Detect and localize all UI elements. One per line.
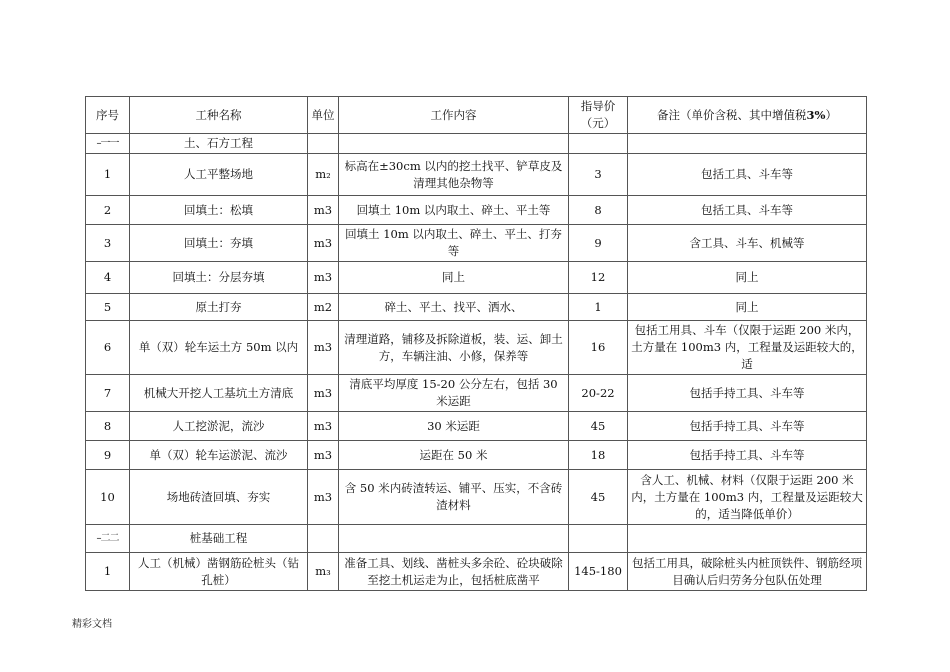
footer-watermark: 精彩文档 [72, 619, 112, 630]
header-price: 指导价（元） [569, 97, 628, 134]
row-remark: 包括手持工具、斗车等 [628, 441, 867, 470]
row-unit: m2 [308, 294, 339, 321]
row-index: 4 [86, 262, 130, 294]
row-content: 回填土 10m 以内取土、碎土、平土等 [339, 196, 569, 225]
table-row [86, 262, 867, 294]
row-unit: m₃ [308, 553, 339, 591]
row-content: 同上 [339, 262, 569, 294]
row-price: 45 [569, 412, 628, 441]
row-price: 12 [569, 262, 628, 294]
row-unit: m3 [308, 196, 339, 225]
row-content: 运距在 50 米 [339, 441, 569, 470]
row-index: 1 [86, 553, 130, 591]
row-name: 人工（机械）凿钢筋砼桩头（钻孔桩） [130, 553, 308, 591]
table-row [86, 441, 867, 470]
row-index: 2 [86, 196, 130, 225]
row-price: 18 [569, 441, 628, 470]
section-index: –一一 [86, 134, 130, 154]
row-price: 145-180 [569, 553, 628, 591]
row-remark: 同上 [628, 262, 867, 294]
table-row [86, 154, 867, 196]
table-row [86, 470, 867, 525]
table-row [86, 225, 867, 262]
row-name: 场地砖渣回填、夯实 [130, 470, 308, 525]
row-remark: 包括工具、斗车等 [628, 196, 867, 225]
price-table [85, 96, 867, 591]
row-index: 7 [86, 375, 130, 412]
row-remark: 含人工、机械、材料（仅限于运距 200 米内，土方量在 100m3 内，工程量及运距较大的，适当降低单价） [628, 470, 867, 525]
row-name: 人工挖淤泥，流沙 [130, 412, 308, 441]
row-index: 10 [86, 470, 130, 525]
table-row [86, 321, 867, 375]
row-remark: 包括手持工具、斗车等 [628, 375, 867, 412]
header-remark [628, 97, 867, 134]
row-name: 人工平整场地 [130, 154, 308, 196]
table-row [86, 196, 867, 225]
row-content: 清理道路，铺移及拆除道板，装、运、卸土方，车辆注油、小修，保养等 [339, 321, 569, 375]
row-price: 8 [569, 196, 628, 225]
row-content: 含 50 米内砖渣转运、铺平、压实，不含砖渣材料 [339, 470, 569, 525]
row-index: 1 [86, 154, 130, 196]
row-unit: m3 [308, 262, 339, 294]
row-name: 单（双）轮车运淤泥、流沙 [130, 441, 308, 470]
table-row [86, 294, 867, 321]
section-title: 土、石方工程 [130, 134, 308, 154]
row-unit: m3 [308, 412, 339, 441]
row-name: 单（双）轮车运土方 50m 以内 [130, 321, 308, 375]
table-row [86, 412, 867, 441]
row-content: 30 米运距 [339, 412, 569, 441]
row-content: 准备工具、划线、凿桩头多余砼、砼块破除至挖土机运走为止，包括桩底凿平 [339, 553, 569, 591]
row-name: 机械大开挖人工基坑土方清底 [130, 375, 308, 412]
header-remark-prefix: 备注（单价含税、其中增值税 [657, 107, 807, 122]
row-remark: 包括工用具、斗车（仅限于运距 200 米内，土方量在 100m3 内，工程量及运距较大的，适 [628, 321, 867, 375]
row-unit: m3 [308, 441, 339, 470]
row-name: 回填土：松填 [130, 196, 308, 225]
header-row [86, 97, 867, 134]
row-remark: 包括工具、斗车等 [628, 154, 867, 196]
row-name: 原土打夯 [130, 294, 308, 321]
row-price: 3 [569, 154, 628, 196]
row-price: 16 [569, 321, 628, 375]
table-row [86, 375, 867, 412]
header-remark-tax: 3% [806, 107, 826, 122]
row-price: 1 [569, 294, 628, 321]
row-index: 9 [86, 441, 130, 470]
row-unit: m3 [308, 321, 339, 375]
header-name: 工种名称 [130, 97, 308, 134]
section-row [86, 134, 867, 154]
header-content: 工作内容 [339, 97, 569, 134]
row-remark: 含工具、斗车、机械等 [628, 225, 867, 262]
row-remark: 同上 [628, 294, 867, 321]
row-index: 5 [86, 294, 130, 321]
section-title: 桩基础工程 [130, 525, 308, 553]
table-row [86, 553, 867, 591]
row-price: 20-22 [569, 375, 628, 412]
row-content: 标高在±30cm 以内的挖土找平、铲草皮及清理其他杂物等 [339, 154, 569, 196]
row-price: 45 [569, 470, 628, 525]
row-unit: m₂ [308, 154, 339, 196]
row-unit: m3 [308, 375, 339, 412]
row-unit: m3 [308, 225, 339, 262]
row-content: 碎土、平土、找平、洒水、 [339, 294, 569, 321]
row-name: 回填土：分层夯填 [130, 262, 308, 294]
section-index: –二二 [86, 525, 130, 553]
row-content: 回填土 10m 以内取土、碎土、平土、打夯等 [339, 225, 569, 262]
header-index: 序号 [86, 97, 130, 134]
row-content: 清底平均厚度 15-20 公分左右，包括 30 米运距 [339, 375, 569, 412]
row-index: 3 [86, 225, 130, 262]
row-index: 8 [86, 412, 130, 441]
section-row [86, 525, 867, 553]
row-price: 9 [569, 225, 628, 262]
row-name: 回填土：夯填 [130, 225, 308, 262]
header-remark-suffix: ） [825, 107, 837, 122]
row-remark: 包括工用具，破除桩头内桩顶铁件、钢筋经项目确认后归劳务分包队伍处理 [628, 553, 867, 591]
row-unit: m3 [308, 470, 339, 525]
row-remark: 包括手持工具、斗车等 [628, 412, 867, 441]
row-index: 6 [86, 321, 130, 375]
header-unit: 单位 [308, 97, 339, 134]
